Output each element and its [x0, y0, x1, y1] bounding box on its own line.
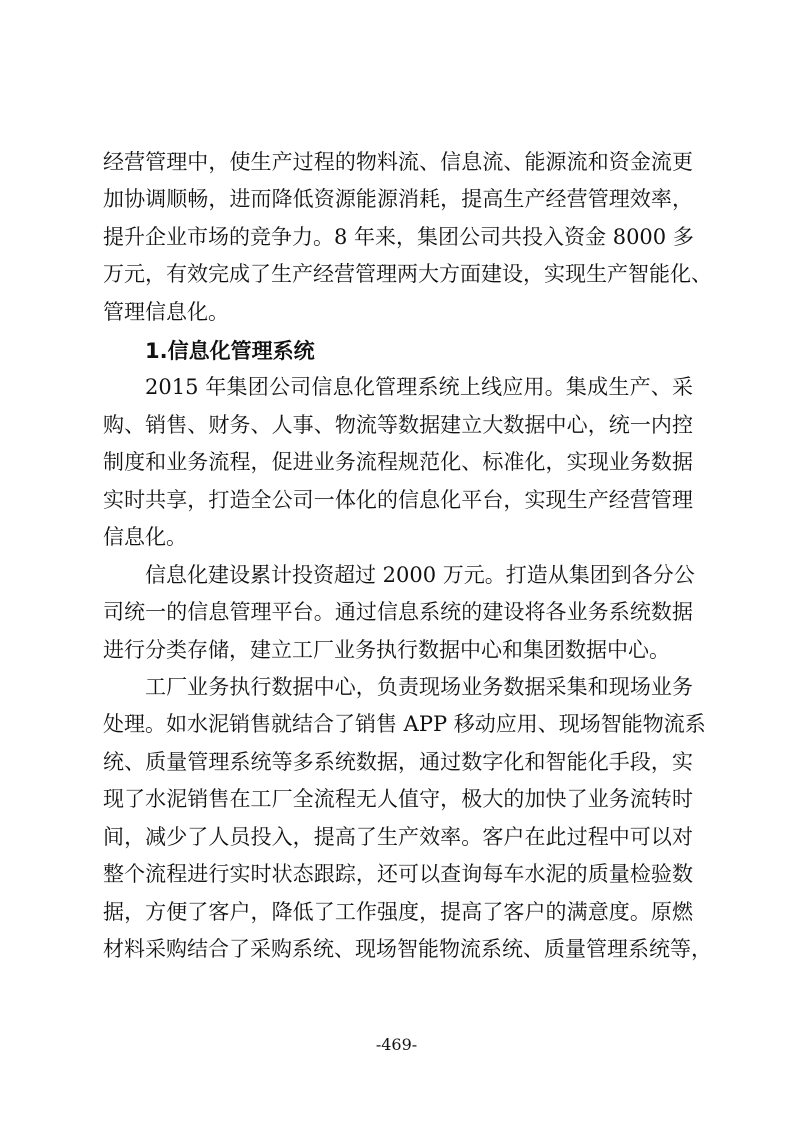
text-line: 2015 年集团公司信息化管理系统上线应用。集成生产、采 [145, 375, 693, 399]
text-line: 万元，有效完成了生产经营管理两大方面建设，实现生产智能化、 [103, 262, 712, 286]
text-line: 制度和业务流程，促进业务流程规范化、标准化，实现业务数据 [103, 450, 693, 474]
text-line: 司统一的信息管理平台。通过信息系统的建设将各业务系统数据 [103, 600, 693, 624]
section-heading: 1.信息化管理系统 [145, 339, 315, 363]
text-line: 信息化建设累计投资超过 2000 万元。打造从集团到各分公 [145, 563, 695, 587]
text-line: 实时共享，打造全公司一体化的信息化平台，实现生产经营管理 [103, 488, 693, 512]
text-line: 管理信息化。 [103, 300, 229, 324]
text-line: 加协调顺畅，进而降低资源能源消耗，提高生产经营管理效率， [103, 187, 693, 211]
text-line: 经营管理中，使生产过程的物料流、信息流、能源流和资金流更 [103, 150, 693, 174]
text-line: 材料采购结合了采购系统、现场智能物流系统、质量管理系统等， [103, 937, 712, 961]
text-line: 现了水泥销售在工厂全流程无人值守，极大的加快了业务流转时 [103, 787, 693, 811]
text-line: 工厂业务执行数据中心，负责现场业务数据采集和现场业务 [145, 675, 693, 699]
text-line: 处理。如水泥销售就结合了销售 APP 移动应用、现场智能物流系 [103, 712, 706, 736]
text-line: 据，方便了客户，降低了工作强度，提高了客户的满意度。原燃 [103, 900, 693, 924]
text-line: 统、质量管理系统等多系统数据，通过数字化和智能化手段，实 [103, 750, 693, 774]
text-line: 购、销售、财务、人事、物流等数据建立大数据中心，统一内控 [103, 413, 693, 437]
page-number: -469- [375, 1035, 418, 1054]
text-line: 进行分类存储，建立工厂业务执行数据中心和集团数据中心。 [103, 638, 670, 662]
text-line: 信息化。 [103, 525, 187, 549]
text-line: 提升企业市场的竞争力。8 年来，集团公司共投入资金 8000 多 [103, 225, 694, 249]
text-line: 间，减少了人员投入，提高了生产效率。客户在此过程中可以对 [103, 825, 693, 849]
text-line: 整个流程进行实时状态跟踪，还可以查询每车水泥的质量检验数 [103, 862, 693, 886]
